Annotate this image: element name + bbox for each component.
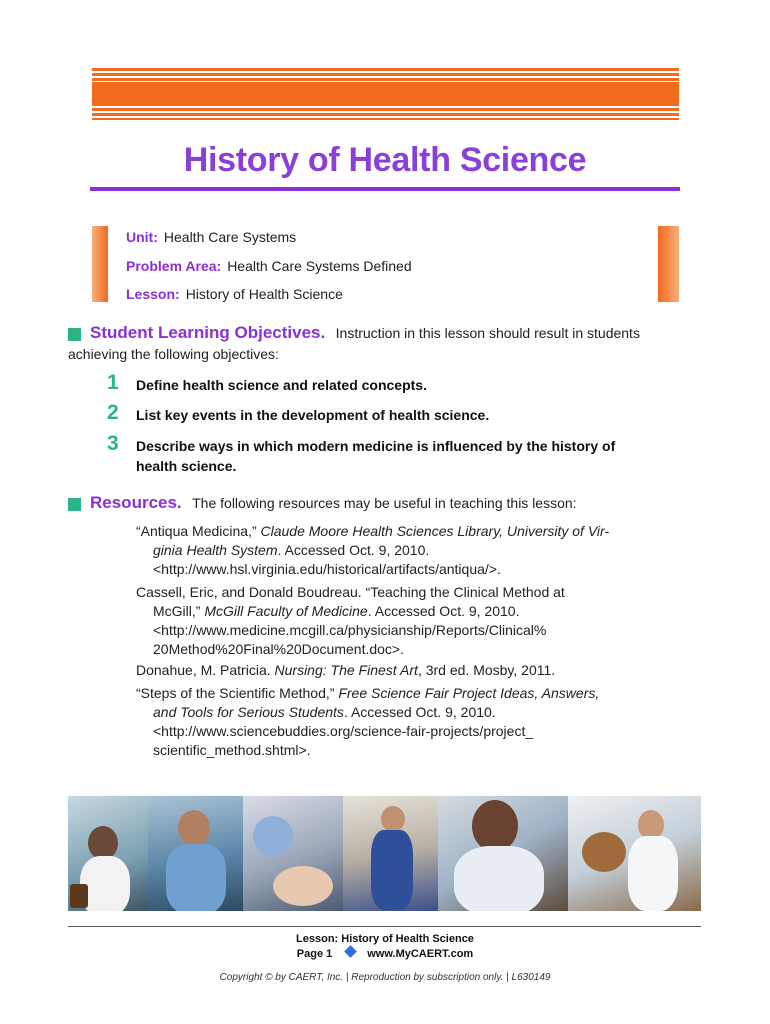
- resource-line: McGill,” McGill Faculty of Medicine. Accessed Oct. 9, 2010.: [153, 603, 520, 619]
- photo-research-lab: [568, 796, 701, 911]
- resource-line: ginia Health System. Accessed Oct. 9, 2010.: [153, 542, 430, 558]
- objective-line: Describe ways in which modern medicine is influenced by the history of: [136, 438, 616, 454]
- copyright-notice: Copyright © by CAERT, Inc. | Reproduction by subscription only. | L630149: [219, 972, 551, 983]
- footer-page: Page 1: [296, 948, 333, 960]
- objective-line: Define health science and related concepts.: [136, 377, 427, 393]
- meta-unit: [126, 229, 296, 245]
- resource-line: “Antiqua Medicina,” Claude Moore Health Sciences Library, University of Vir-: [136, 523, 610, 539]
- objectives-heading-line: [90, 323, 640, 343]
- page-title: History of Health Science: [183, 141, 587, 179]
- resource-line: “Steps of the Scientific Method,” Free Science Fair Project Ideas, Answers,: [136, 685, 600, 701]
- footer-site-link[interactable]: www.MyCAERT.com: [367, 948, 474, 960]
- objectives-heading: Student Learning Objectives.: [90, 323, 326, 342]
- meta-bar-left: [92, 226, 108, 302]
- photo-neonatal-care: [243, 796, 343, 911]
- resource-link[interactable]: scientific_method.shtml>.: [153, 742, 311, 758]
- footer-lesson: Lesson: History of Health Science: [296, 933, 474, 945]
- photo-nurse-scrubs: [148, 796, 243, 911]
- photo-lab-technician: [68, 796, 148, 911]
- meta-value: History of Health Science: [185, 286, 343, 302]
- footer-page-line: [0, 948, 770, 960]
- meta-value: Health Care Systems: [163, 229, 297, 245]
- footer-rule: [68, 926, 701, 927]
- meta-lesson: [126, 286, 343, 302]
- diamond-icon: [344, 945, 357, 958]
- header-banner-core: [92, 82, 679, 104]
- objective-number: 2: [107, 401, 119, 424]
- objectives-intro-cont: achieving the following objectives:: [68, 346, 279, 362]
- section-bullet-icon: [68, 498, 81, 511]
- objective-number: 1: [107, 371, 119, 394]
- objective-text: [136, 436, 656, 476]
- objective-line: health science.: [136, 458, 237, 474]
- resource-line: Donahue, M. Patricia. Nursing: The Finest Art, 3rd ed. Mosby, 2011.: [136, 662, 556, 678]
- resource-link[interactable]: <http://www.sciencebuddies.org/science-fair-projects/project_: [153, 723, 534, 739]
- resources-intro: The following resources may be useful in teaching this lesson:: [192, 495, 577, 511]
- resource-line: Cassell, Eric, and Donald Boudreau. “Teaching the Clinical Method at: [136, 584, 565, 600]
- resource-link[interactable]: <http://www.hsl.virginia.edu/historical/artifacts/antiqua/>.: [153, 561, 501, 577]
- meta-label: Problem Area:: [126, 258, 222, 274]
- meta-value: Health Care Systems Defined: [227, 258, 412, 274]
- photo-collage: [68, 796, 701, 911]
- objective-text: [136, 375, 656, 395]
- photo-patient-walking: [343, 796, 438, 911]
- photo-student-portrait: [438, 796, 568, 911]
- objective-line: List key events in the development of health science.: [136, 407, 490, 423]
- resource-entry: [136, 684, 636, 760]
- meta-label: Lesson:: [126, 286, 180, 302]
- resource-entry: [136, 661, 636, 680]
- resources-heading-line: [90, 493, 577, 513]
- meta-bar-right: [658, 226, 679, 302]
- section-bullet-icon: [68, 328, 81, 341]
- resource-line: and Tools for Serious Students. Accessed Oct. 9, 2010.: [153, 704, 496, 720]
- resource-link[interactable]: 20Method%20Final%20Document.doc>.: [153, 641, 404, 657]
- meta-problem-area: [126, 258, 412, 274]
- objective-number: 3: [107, 432, 119, 455]
- resources-heading: Resources.: [90, 493, 182, 512]
- objectives-intro: Instruction in this lesson should result in students: [335, 325, 640, 341]
- meta-label: Unit:: [126, 229, 158, 245]
- title-rule: [90, 187, 680, 191]
- objective-text: [136, 405, 656, 425]
- resource-entry: [136, 583, 636, 659]
- resource-link[interactable]: <http://www.medicine.mcgill.ca/physicianship/Reports/Clinical%: [153, 622, 547, 638]
- resource-entry: [136, 522, 636, 579]
